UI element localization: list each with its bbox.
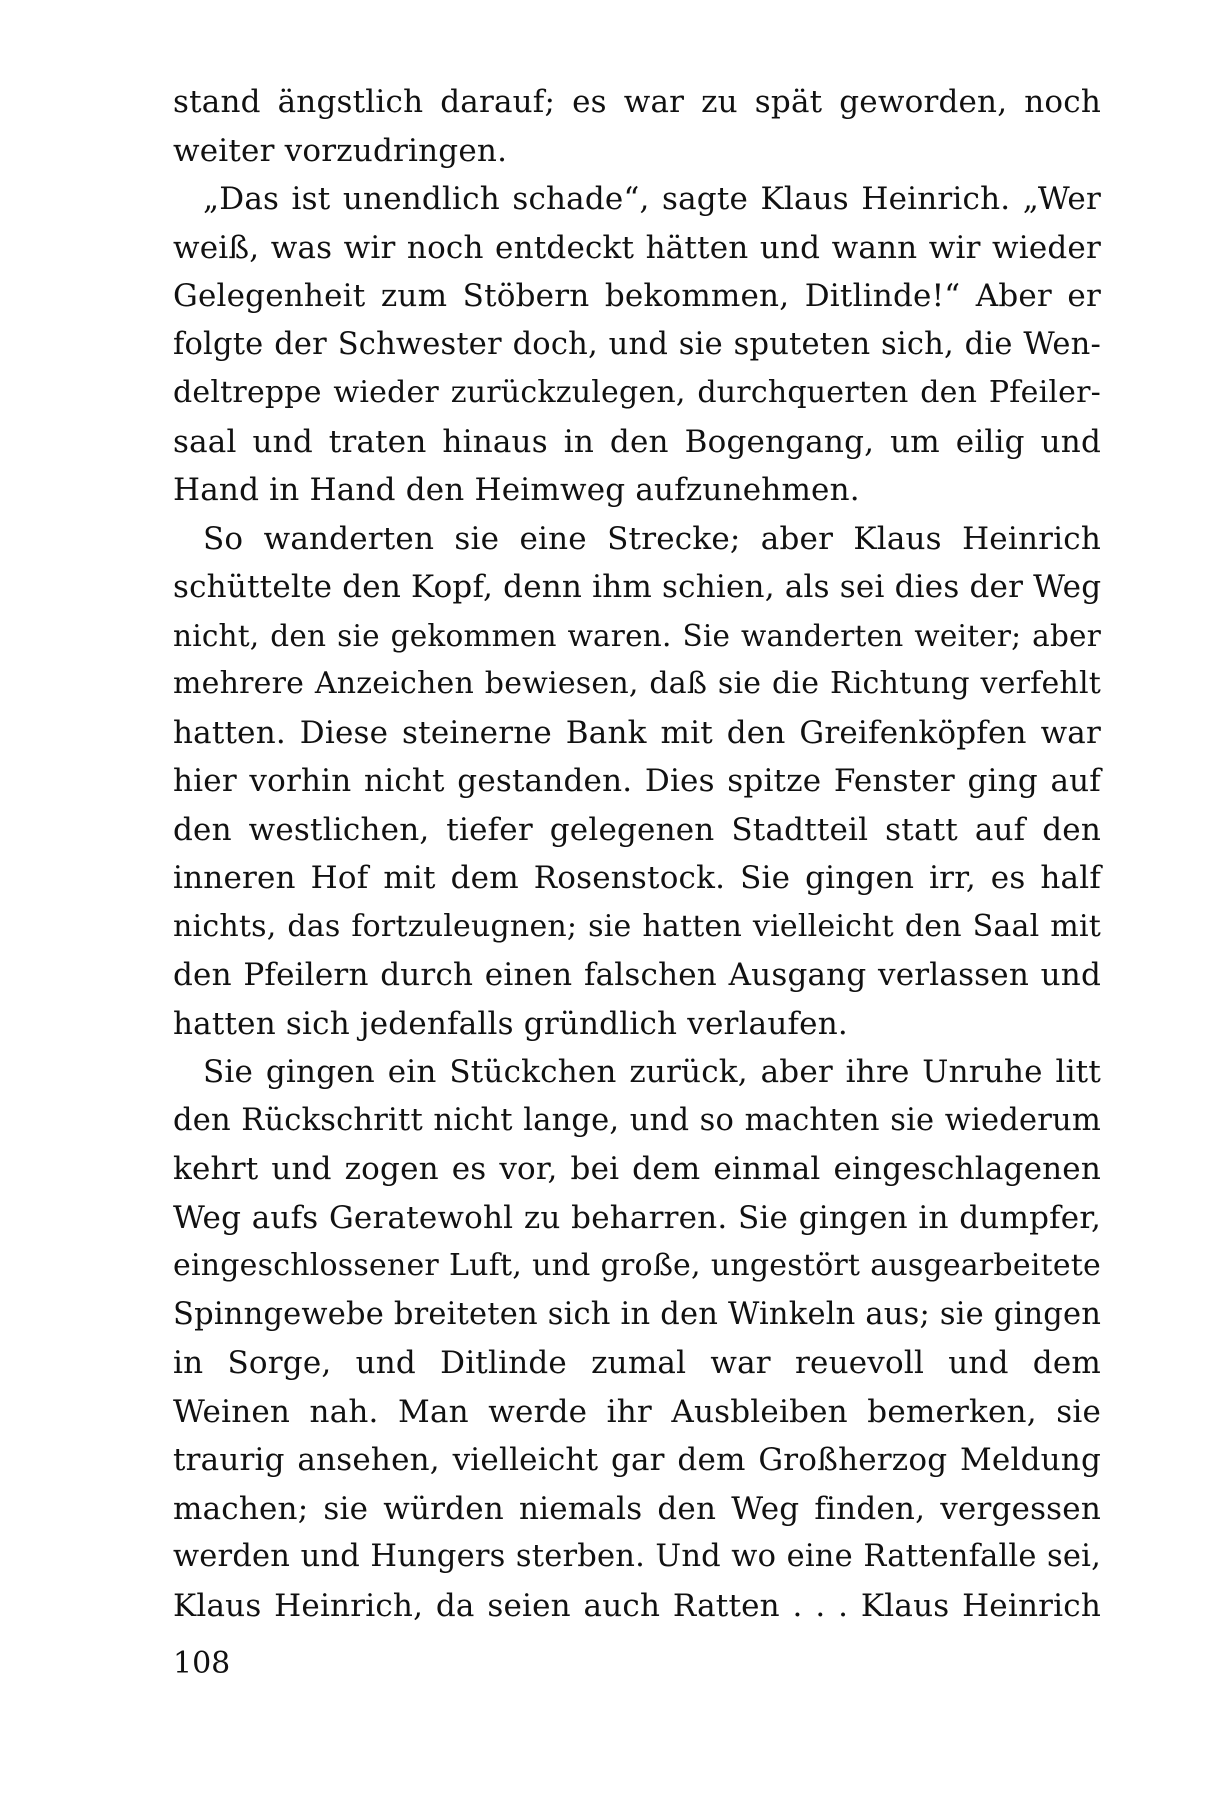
text-line: Sie gingen ein Stückchen zurück, aber ihre Unruhe litt: [203, 1054, 1101, 1090]
text-line: deltreppe wieder zurückzulegen, durchquerten den Pfeiler-: [173, 375, 1101, 410]
text-line: Weinen nah. Man werde ihr Ausbleiben bemerken, sie: [173, 1393, 1101, 1430]
text-line: inneren Hof mit dem Rosenstock. Sie gingen irr, es half: [173, 860, 1101, 896]
text-line: Hand in Hand den Heimweg aufzunehmen.: [173, 472, 860, 508]
text-line: den westlichen, tiefer gelegenen Stadtteil statt auf den: [173, 811, 1101, 848]
text-line: mehrere Anzeichen bewiesen, daß sie die Richtung verfehlt: [173, 666, 1101, 701]
text-line: nicht, den sie gekommen waren. Sie wanderten weiter; aber: [173, 618, 1101, 653]
text-line: Spinngewebe breiteten sich in den Winkeln aus; sie gingen: [173, 1296, 1102, 1332]
body-text: [173, 78, 1101, 1630]
text-line: traurig ansehen, vielleicht gar dem Großherzog Meldung: [173, 1442, 1101, 1478]
text-line: machen; sie würden niemals den Weg finden, vergessen: [173, 1490, 1101, 1527]
page-number: 108: [173, 1646, 231, 1681]
text-line: schüttelte den Kopf, denn ihm schien, als sei dies der Weg: [173, 569, 1102, 605]
text-line: „Das ist unendlich schade“, sagte Klaus Heinrich. „Wer: [203, 181, 1101, 217]
text-line: den Pfeilern durch einen falschen Ausgang verlassen und: [173, 957, 1101, 993]
text-line: hier vorhin nicht gestanden. Dies spitze Fenster ging auf: [173, 763, 1101, 799]
text-line: in Sorge, und Ditlinde zumal war reuevoll und dem: [173, 1345, 1101, 1381]
text-line: den Rückschritt nicht lange, und so machten sie wiederum: [173, 1102, 1101, 1138]
text-line: hatten. Diese steinerne Bank mit den Greifenköpfen war: [173, 714, 1101, 751]
text-line: weiter vorzudringen.: [173, 132, 508, 169]
text-line: Gelegenheit zum Stöbern bekommen, Ditlinde!“ Aber er: [173, 278, 1101, 314]
text-line: kehrt und zogen es vor, bei dem einmal eingeschlagenen: [173, 1151, 1101, 1187]
text-line: So wanderten sie eine Strecke; aber Klaus Heinrich: [203, 520, 1101, 557]
text-line: stand ängstlich darauf; es war zu spät geworden, noch: [173, 84, 1101, 120]
text-line: weiß, was wir noch entdeckt hätten und wann wir wieder: [173, 229, 1101, 266]
text-line: Weg aufs Geratewohl zu beharren. Sie gingen in dumpfer,: [173, 1199, 1101, 1236]
text-line: werden und Hungers sterben. Und wo eine Rattenfalle sei,: [173, 1539, 1101, 1574]
text-line: Klaus Heinrich, da seien auch Ratten . . . Klaus Heinrich: [173, 1587, 1101, 1624]
text-line: eingeschlossener Luft, und große, ungestört ausgearbeitete: [173, 1248, 1101, 1283]
text-line: nichts, das fortzuleugnen; sie hatten vielleicht den Saal mit: [173, 908, 1101, 944]
text-line: hatten sich jedenfalls gründlich verlaufen.: [173, 1005, 848, 1042]
text-line: saal und traten hinaus in den Bogengang, um eilig und: [173, 423, 1101, 460]
text-line: folgte der Schwester doch, und sie sputeten sich, die Wen-: [173, 326, 1101, 362]
